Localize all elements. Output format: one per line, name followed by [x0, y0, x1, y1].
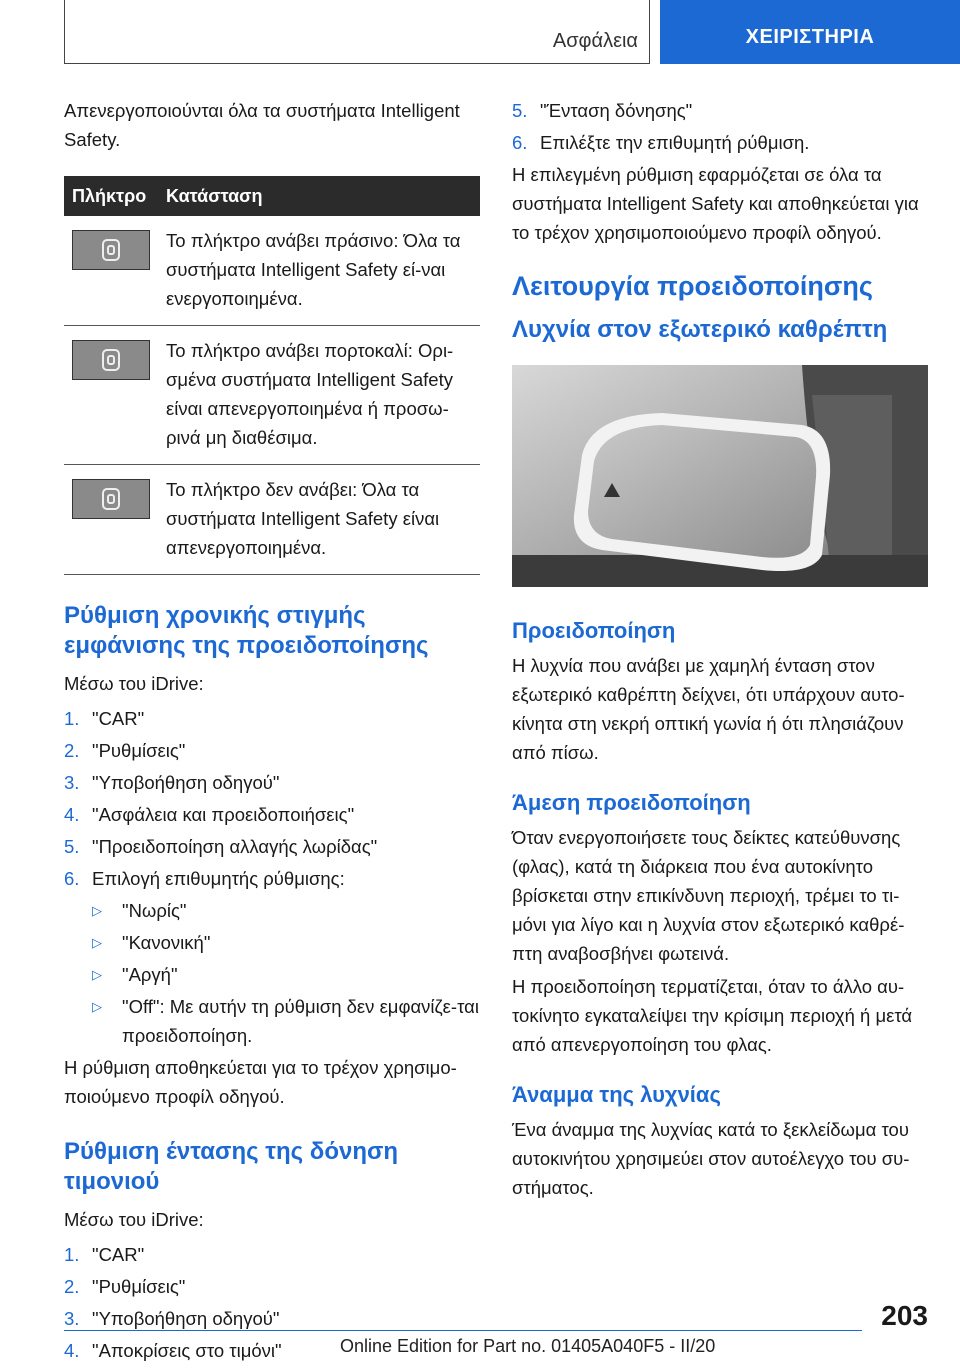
lamp-text: Ένα άναμμα της λυχνίας κατά το ξεκλείδωμα του αυτοκινήτου χρησιμεύει στον αυτοέλεγχο του συ-στήματος. — [512, 1119, 910, 1198]
vibration-heading: Ρύθμιση έντασης της δόνηση τιμονιού — [64, 1138, 399, 1195]
chapter-tab[interactable]: ΧΕΙΡΙΣΤΗΡΙΑ — [660, 0, 960, 64]
direct-warning-text-2: Η προειδοποίηση τερματίζεται, όταν το άλλο αυ-τοκίνητο εγκαταλείψει την κρίσιμη περιοχή ή μετά από απενεργοποίηση του φλας. — [512, 976, 913, 1055]
list-item: 6. Επιλογή επιθυμητής ρύθμισης: — [64, 868, 345, 889]
table-header-status: Κατάσταση — [158, 176, 480, 216]
vibration-via: Μέσω του iDrive: — [64, 1209, 204, 1230]
list-item: 5. "Ένταση δόνησης" — [512, 100, 693, 121]
timing-steps — [64, 704, 480, 893]
list-item: 3. "Υποβοήθηση οδηγού" — [64, 772, 280, 793]
timing-heading: Ρύθμιση χρονικής στιγμής εμφάνισης της προειδοποίησης — [64, 602, 429, 659]
page-number: 203 — [881, 1300, 928, 1331]
status-text: Το πλήκτρο δεν ανάβει: Όλα τα συστήματα Intelligent Safety είναι απενεργοποιημένα. — [158, 465, 480, 575]
left-column — [64, 96, 480, 1368]
list-item: 6. Επιλέξτε την επιθυμητή ρύθμιση. — [512, 132, 810, 153]
list-item: 2. "Ρυθμίσεις" — [64, 1276, 186, 1297]
right-column — [512, 96, 932, 1206]
option-item: ▷ "Νωρίς" — [92, 896, 480, 925]
option-item: ▷ "Κανονική" — [92, 928, 480, 957]
intro-text: Απενεργοποιούνται όλα τα συστήματα Intelligent Safety. — [64, 100, 460, 150]
side-mirror-photo — [512, 365, 928, 587]
table-row — [64, 216, 480, 326]
vibration-steps-cont — [512, 96, 932, 157]
list-item: 1. "CAR" — [64, 708, 145, 729]
timing-note: Η ρύθμιση αποθηκεύεται για το τρέχον χρησιμο-ποιούμενο προφίλ οδηγού. — [64, 1057, 457, 1107]
warning-text: Η λυχνία που ανάβει με χαμηλή ένταση στον εξωτερικό καθρέπτη δείχνει, ότι υπάρχουν αυτο-κίνητα στη νεκρή οπτική γωνία ή ότι πλησιάζουν από πίσω. — [512, 655, 905, 763]
direct-warning-heading: Άμεση προειδοποίηση — [512, 790, 751, 815]
warning-function-heading: Λειτουργία προειδοποίησης — [512, 271, 873, 301]
triangle-bullet-icon: ▷ — [92, 935, 102, 950]
status-text: Το πλήκτρο ανάβει πορτοκαλί: Ορι-σμένα συστήματα Intelligent Safety είναι απενεργοποιημένα ή προσω-ρινά μη διαθέσιμα. — [158, 326, 480, 465]
intelligent-safety-button-icon — [72, 230, 150, 270]
table-row — [64, 465, 480, 575]
apply-note: Η επιλεγμένη ρύθμιση εφαρμόζεται σε όλα τα συστήματα Intelligent Safety και αποθηκεύεται για το τρέχον χρησιμοποιούμενο προφίλ οδηγού. — [512, 164, 919, 243]
status-table — [64, 176, 480, 575]
direct-warning-text-1: Όταν ενεργοποιήσετε τους δείκτες κατεύθυνσης (φλας), κατά τη διάρκεια που ένα αυτοκίνητο βρίσκεται στην επικίνδυνη περιοχή, τρέμει το τι-μόνι για λίγο και η λυχνία στον εξωτερικό καθρέ-πτη αναβοσβήνει φωτεινά. — [512, 827, 905, 964]
intelligent-safety-button-icon — [72, 479, 150, 519]
timing-via: Μέσω του iDrive: — [64, 673, 204, 694]
footer-edition: Online Edition for Part no. 01405A040F5 - II/20 — [340, 1336, 716, 1356]
triangle-bullet-icon: ▷ — [92, 999, 102, 1014]
footer-divider — [64, 1330, 862, 1331]
section-title: Ασφάλεια — [552, 30, 638, 52]
triangle-bullet-icon: ▷ — [92, 903, 102, 918]
timing-options — [64, 896, 480, 1050]
list-item: 5. "Προειδοποίηση αλλαγής λωρίδας" — [64, 836, 378, 857]
list-item: 2. "Ρυθμίσεις" — [64, 740, 186, 761]
mirror-lamp-heading: Λυχνία στον εξωτερικό καθρέπτη — [512, 316, 888, 343]
list-item: 4. "Ασφάλεια και προειδοποιήσεις" — [64, 804, 355, 825]
status-text: Το πλήκτρο ανάβει πράσινο: Όλα τα συστήματα Intelligent Safety εί-ναι ενεργοποιημένα. — [158, 216, 480, 326]
option-item: ▷ "Αργή" — [92, 960, 480, 989]
triangle-bullet-icon: ▷ — [92, 967, 102, 982]
table-header-key: Πλήκτρο — [64, 176, 158, 216]
lamp-heading: Άναμμα της λυχνίας — [512, 1082, 721, 1107]
table-row — [64, 326, 480, 465]
list-item: 4. "Αποκρίσεις στο τιμόνι" — [64, 1340, 282, 1361]
warning-heading: Προειδοποίηση — [512, 618, 676, 643]
list-item: 1. "CAR" — [64, 1244, 145, 1265]
list-item: 3. "Υποβοήθηση οδηγού" — [64, 1308, 280, 1329]
option-item: ▷ "Off": Με αυτήν τη ρύθμιση δεν εμφανίζε-ται προειδοποίηση. — [92, 992, 480, 1050]
intelligent-safety-button-icon — [72, 340, 150, 380]
